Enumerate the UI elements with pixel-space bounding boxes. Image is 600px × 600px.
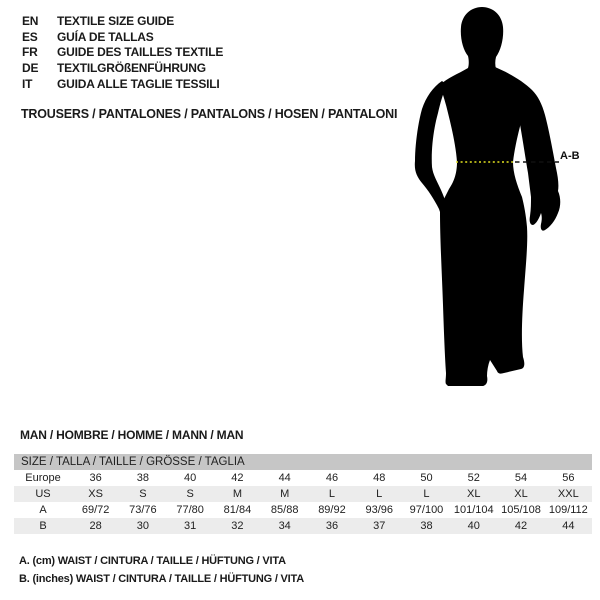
row-label: A <box>39 504 47 516</box>
size-value: 101/104 <box>453 504 494 516</box>
row-label: Europe <box>25 472 61 484</box>
size-value: XL <box>514 488 528 500</box>
figure <box>395 5 600 395</box>
size-value: 73/76 <box>129 504 157 516</box>
language-code: ES <box>22 29 38 44</box>
size-value: 36 <box>325 520 339 532</box>
language-title: GUIDE DES TAILLES TEXTILE <box>57 45 224 60</box>
language-title: GUÍA DE TALLAS <box>57 29 154 44</box>
size-value: 34 <box>278 520 291 532</box>
size-value: 81/84 <box>223 504 252 516</box>
size-value: XL <box>467 488 481 500</box>
size-value: 85/88 <box>270 504 299 516</box>
footnote-a: A. (cm) WAIST / CINTURA / TAILLE / HÜFTUNG / VITA <box>19 555 286 567</box>
size-value: 69/72 <box>81 504 110 516</box>
size-value: XS <box>88 488 103 500</box>
row-label: US <box>35 488 51 500</box>
size-value: 105/108 <box>501 504 541 516</box>
footnotes <box>19 553 304 588</box>
language-list <box>22 13 223 92</box>
language-row <box>22 29 223 45</box>
size-value: 28 <box>89 520 102 532</box>
size-value: 52 <box>467 472 480 484</box>
language-row <box>22 76 223 92</box>
size-value: 97/100 <box>409 504 444 516</box>
size-value: 37 <box>373 520 386 532</box>
language-code: DE <box>22 61 39 76</box>
size-value: L <box>328 488 336 500</box>
footnote-b: B. (inches) WAIST / CINTURA / TAILLE / HÜFTUNG / VITA <box>19 572 304 585</box>
size-value: 89/92 <box>318 504 346 516</box>
size-value: 48 <box>373 472 386 484</box>
size-value: 40 <box>184 472 197 484</box>
size-value: 38 <box>136 472 150 484</box>
language-title: TEXTILE SIZE GUIDE <box>57 13 175 28</box>
table-row-europe <box>14 470 592 486</box>
size-value: 42 <box>231 472 244 484</box>
section-title: MAN / HOMBRE / HOMME / MANN / MAN <box>20 428 244 442</box>
size-value: 54 <box>514 472 528 484</box>
size-value: 40 <box>467 520 480 532</box>
size-value: S <box>186 488 194 500</box>
table-row-a-cm <box>14 502 592 518</box>
man-silhouette-left-arm <box>415 81 449 226</box>
row-label: B <box>39 520 47 532</box>
size-value: 50 <box>420 472 433 484</box>
size-value: L <box>423 488 430 500</box>
language-row <box>22 60 223 76</box>
table-row-b-inches <box>14 518 592 534</box>
size-value: 38 <box>420 520 433 532</box>
size-value: 31 <box>184 520 197 532</box>
size-value: 77/80 <box>176 504 204 516</box>
man-silhouette <box>395 5 575 395</box>
size-value: M <box>280 488 290 500</box>
size-value: L <box>376 488 383 500</box>
size-value: 93/96 <box>365 504 393 516</box>
category-title: TROUSERS / PANTALONES / PANTALONS / HOSEN / PANTALONI <box>21 107 398 121</box>
language-code: EN <box>22 13 39 28</box>
language-row <box>22 45 223 61</box>
size-value: M <box>232 488 243 500</box>
man-silhouette-body <box>440 7 532 386</box>
size-value: 44 <box>278 472 291 484</box>
size-value: 109/112 <box>548 504 588 516</box>
measurement-label: A-B <box>560 150 580 162</box>
size-value: 36 <box>89 472 102 484</box>
size-value: 56 <box>562 472 575 484</box>
language-code: FR <box>22 45 38 60</box>
language-title: GUIDA ALLE TAGLIE TESSILI <box>57 77 220 92</box>
size-value: 32 <box>231 520 244 532</box>
size-table-header-row <box>14 454 592 470</box>
language-row <box>22 13 223 29</box>
size-table <box>14 454 592 534</box>
size-value: 46 <box>325 472 339 484</box>
table-row-us <box>14 486 592 502</box>
size-value: XXL <box>557 488 579 500</box>
size-value: 42 <box>514 520 528 532</box>
size-value: 30 <box>136 520 150 532</box>
size-value: 44 <box>562 520 575 532</box>
language-code: IT <box>22 77 33 92</box>
size-table-header: SIZE / TALLA / TAILLE / GRÖSSE / TAGLIA <box>21 456 245 468</box>
language-title: TEXTILGRÖßENFÜHRUNG <box>57 61 206 76</box>
size-value: S <box>139 488 147 500</box>
